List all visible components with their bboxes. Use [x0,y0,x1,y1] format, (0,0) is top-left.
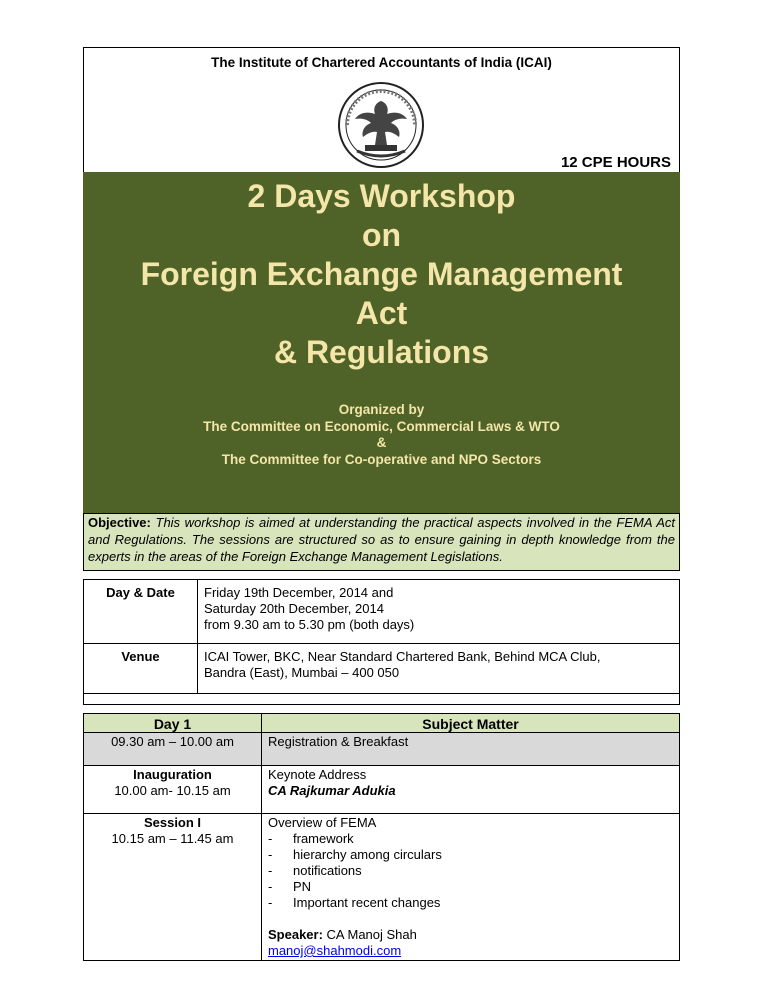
schedule-header-row [84,714,680,733]
bullet-text: hierarchy among circulars [293,847,442,862]
bullet-text: Important recent changes [293,895,441,910]
organized-by: Organized by [338,402,425,417]
spacer-row [84,694,680,705]
bullet-text: PN [293,879,312,894]
venue-row [84,644,680,694]
venue-label: Venue [84,644,198,694]
venue-value [198,644,680,694]
objective-box [83,513,680,571]
speaker-name: CA Rajkumar Adukia [268,783,396,798]
venue-line: ICAI Tower, BKC, Near Standard Chartered Bank, Behind MCA Club, [204,649,601,664]
header-box [83,47,680,172]
list-item: - hierarchy among circulars [268,847,442,862]
day-date-row [84,580,680,644]
title-line: Act [355,295,408,331]
objective-text: This workshop is aimed at understanding the practical aspects involved in the FEMA Act and Regulations. The sessions are structured so as to ensure gaining in depth knowledge from the experts in the areas of the Foreign Exchange Management Legislations. [88,515,675,564]
bullet-text: framework [293,831,354,846]
objective-label: Objective: [88,515,151,530]
list-item: - Important recent changes [268,895,441,910]
organizers [83,402,680,468]
slot-subject: Registration & Breakfast [262,733,680,766]
speaker-name: CA Manoj Shah [322,927,417,942]
table-row [84,766,680,814]
slot-info [84,766,262,814]
speaker-email-link[interactable]: manoj@shahmodi.com [268,943,402,958]
slot-details [262,814,680,961]
day-date-line: from 9.30 am to 5.30 pm (both days) [204,617,415,632]
day-header: Day 1 [84,714,262,733]
icai-emblem-icon [337,81,425,169]
list-item: - PN [268,879,312,894]
slot-title: Session I [143,815,202,830]
slot-subject: Overview of FEMA [268,815,377,830]
slot-time: 10.00 am- 10.15 am [114,783,231,798]
institute-name: The Institute of Chartered Accountants of India (ICAI) [211,55,552,70]
day-date-value [198,580,680,644]
title-line: & Regulations [273,334,490,370]
ampersand: & [376,435,387,450]
day-date-label: Day & Date [84,580,198,644]
table-row [84,814,680,961]
speaker-line [268,927,673,943]
cpe-hours: 12 CPE HOURS [560,154,671,171]
committee-2: The Committee for Co-operative and NPO Sectors [221,451,542,467]
schedule-table [83,713,680,961]
slot-details [262,766,680,814]
event-info-table [83,579,680,705]
slot-time: 10.15 am – 11.45 am [111,831,234,846]
table-row [84,733,680,766]
list-item: - notifications [268,863,362,878]
day-date-line: Friday 19th December, 2014 and [204,585,394,600]
slot-info [84,814,262,961]
title-line: Foreign Exchange Management [140,256,623,292]
day-date-line: Saturday 20th December, 2014 [204,601,384,616]
list-item: - framework [268,831,354,846]
title-banner [83,172,680,513]
slot-time: 09.30 am – 10.00 am [84,733,262,766]
committee-1: The Committee on Economic, Commercial Laws & WTO [203,418,560,434]
title-line: on [361,217,402,253]
title-line: 2 Days Workshop [247,178,516,214]
bullet-text: notifications [293,863,362,878]
venue-line: Bandra (East), Mumbai – 400 050 [204,665,400,680]
slot-title: Inauguration [133,767,212,782]
slot-subject: Keynote Address [268,767,367,782]
subject-header: Subject Matter [262,714,680,733]
workshop-title [83,177,680,372]
speaker-label: Speaker: [268,927,323,942]
